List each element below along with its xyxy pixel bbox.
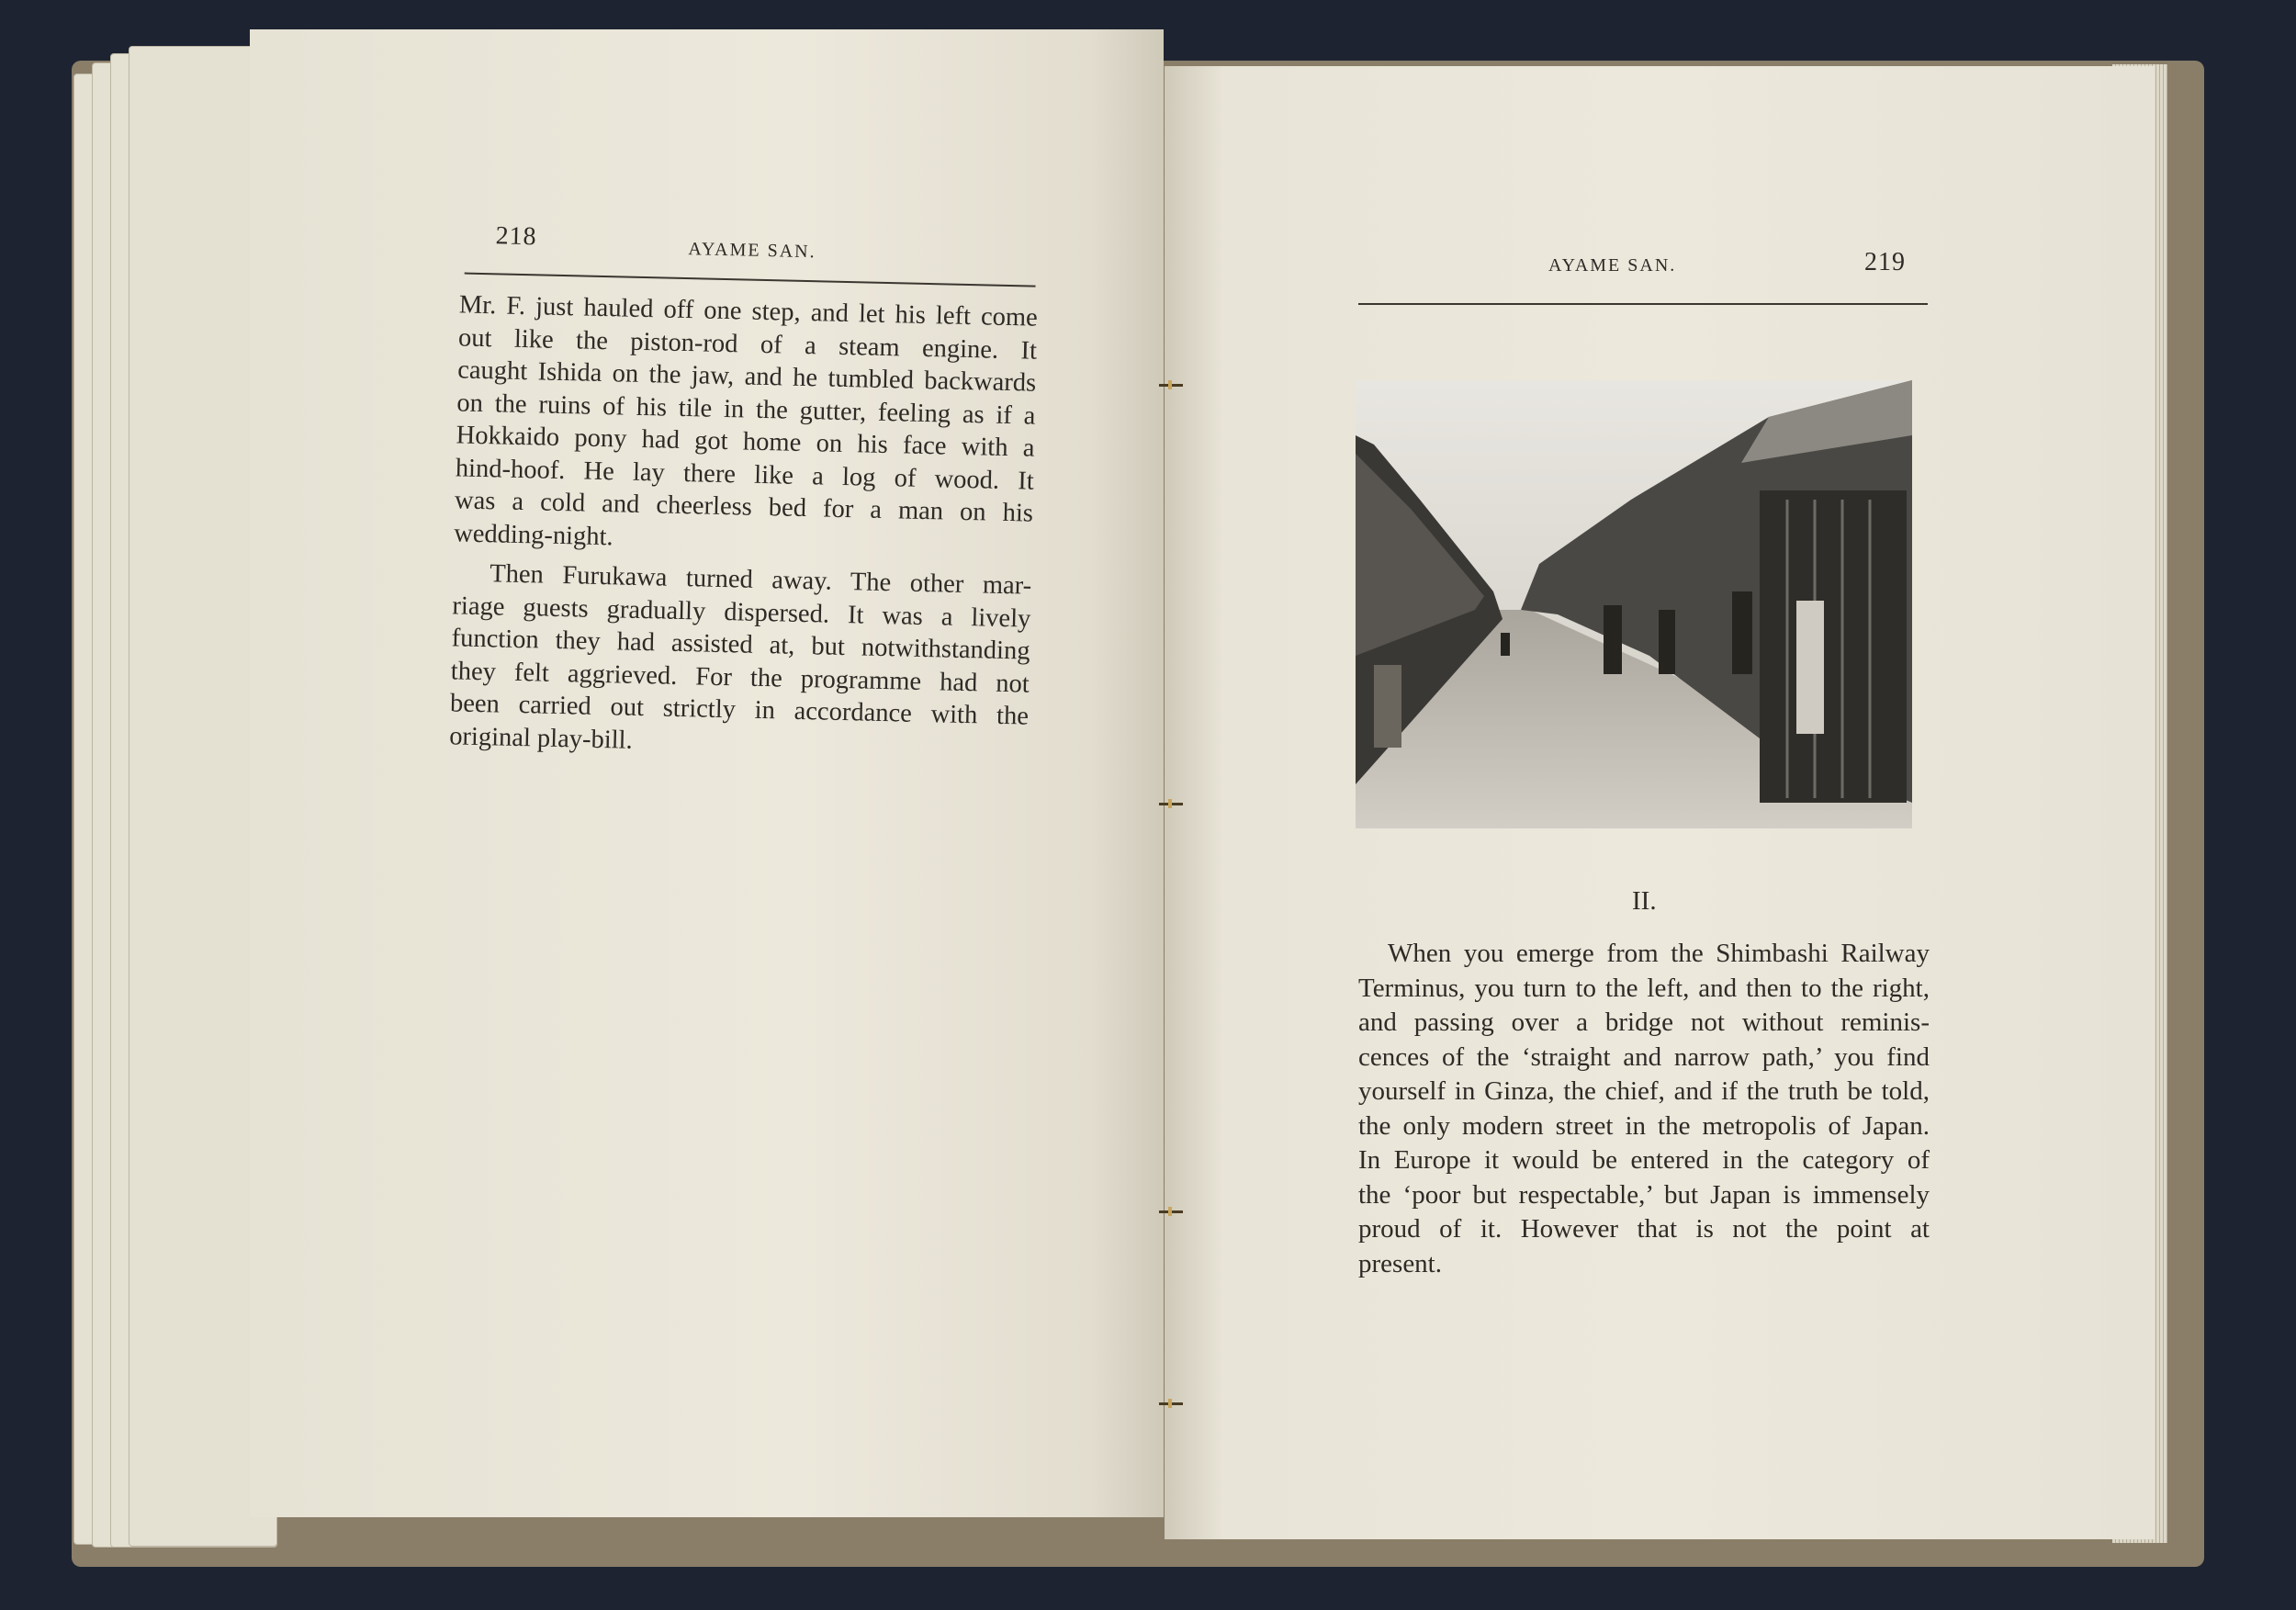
text-line: function they had assisted at, but notwithstanding (451, 624, 1030, 666)
body-text (431, 276, 1039, 766)
text-line: caught Ishida on the jaw, and he tumbled backwards (456, 355, 1037, 398)
text-line: hind-hoof. He lay there like a log of wood. It (455, 453, 1035, 496)
text-line: riage guests gradually dispersed. It was a lively (452, 591, 1031, 634)
paragraph (454, 288, 1038, 562)
text-line: wedding-night. (453, 518, 613, 551)
text-line: Hokkaido pony had got home on his face with a (456, 421, 1035, 463)
text-line: they felt aggrieved. For the programme had not (450, 656, 1030, 699)
text-line: proud of it. However that is not the point at (1358, 1214, 1930, 1244)
text-line: Terminus, you turn to the left, and then to the right, (1358, 973, 1930, 1003)
text-line: out like the piston-rod of a steam engine. It (457, 322, 1038, 366)
text-line: the only modern street in the metropolis of Japan. (1358, 1110, 1930, 1141)
text-line: was a cold and cheerless bed for a man on his (454, 486, 1034, 528)
page-edges-left (92, 46, 276, 1552)
text-line: on the ruins of his tile in the gutter, feeling as if a (456, 388, 1036, 431)
binding-stitch (1159, 384, 1183, 387)
body-text (1358, 937, 1930, 1281)
text-line: been carried out strictly in accordance with the (449, 689, 1030, 731)
street-photograph (1356, 380, 1912, 828)
text-line: Mr. F. just hauled off one step, and let his left come (458, 290, 1039, 332)
section-heading: II. (1632, 886, 1657, 916)
binding-stitch (1159, 1210, 1183, 1213)
text-line: When you emerge from the Shimbashi Railway (1388, 939, 1930, 968)
text-line: yourself in Ginza, the chief, and if the truth be told, (1358, 1076, 1930, 1106)
page-number: 219 (1864, 248, 1906, 276)
running-title: AYAME SAN. (688, 239, 816, 263)
text-line: present. (1358, 1248, 1442, 1278)
text-line: original play-bill. (448, 721, 634, 755)
text-line: and passing over a bridge not without reminis- (1358, 1008, 1930, 1037)
left-page-content (431, 220, 1040, 766)
text-line: cences of the ‘straight and narrow path,’ you find (1358, 1041, 1930, 1072)
text-line: Then Furukawa turned away. The other mar- (489, 559, 1032, 601)
text-line: In Europe it would be entered in the category of (1358, 1145, 1930, 1175)
text-line: the ‘poor but respectable,’ but Japan is immensely (1358, 1179, 1930, 1210)
page-number: 218 (495, 221, 537, 252)
paragraph (449, 557, 1032, 765)
header-rule (1358, 303, 1928, 305)
binding-stitch (1159, 803, 1183, 805)
running-title: AYAME SAN. (1548, 255, 1677, 276)
binding-stitch (1159, 1402, 1183, 1405)
